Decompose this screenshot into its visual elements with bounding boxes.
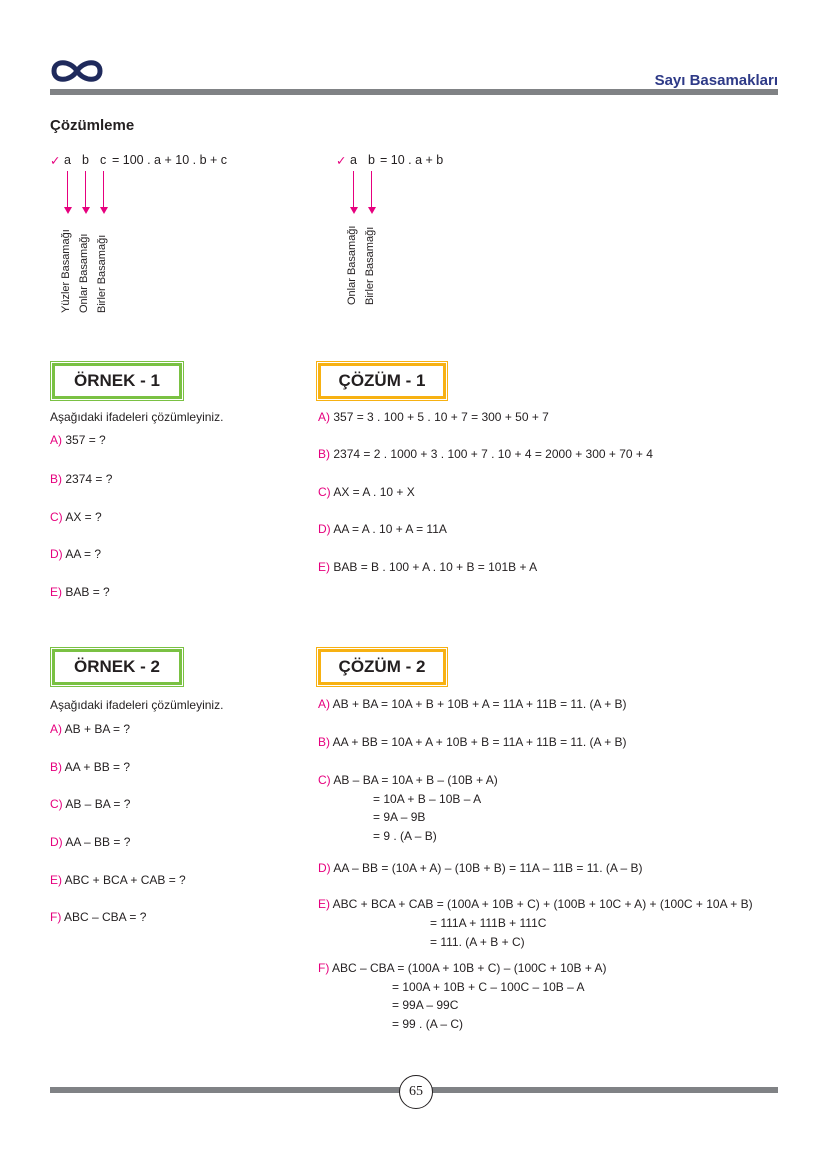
digit-letter-a: a — [64, 153, 71, 167]
ornek-2-item-f: F) ABC – CBA = ? — [50, 910, 147, 924]
ornek-2-title: ÖRNEK - 2 — [52, 649, 182, 685]
cozum-2-item-e: E) ABC + BCA + CAB = (100A + 10B + C) + (100B + 10C + A) + (100C + 10A + B) — [318, 897, 753, 911]
cozum-1-item-d: D) AA = A . 10 + A = 11A — [318, 522, 447, 536]
ornek-1-item-c: C) AX = ? — [50, 510, 102, 524]
cozum-1-title: ÇÖZÜM - 1 — [318, 363, 446, 399]
cozum-2-item-c: C) AB – BA = 10A + B – (10B + A) — [318, 773, 498, 787]
footer-bar-right — [430, 1087, 778, 1093]
arrow-down-icon — [103, 171, 104, 208]
formula-ab-rhs: = 10 . a + b — [380, 153, 444, 167]
check-icon: ✓ — [50, 154, 61, 168]
cozum-1-item-c: C) AX = A . 10 + X — [318, 485, 415, 499]
digit-letter-a: a — [350, 153, 357, 167]
ornek-1-title: ÖRNEK - 1 — [52, 363, 182, 399]
cozum-2-item-d: D) AA – BB = (10A + A) – (10B + B) = 11A – 11B = 11. (A – B) — [318, 861, 643, 875]
label-birler-basamagi: Birler Basamağı — [96, 234, 108, 313]
digit-letter-b: b — [82, 153, 89, 167]
label-onlar-basamagi: Onlar Basamağı — [346, 225, 358, 305]
ornek-1-item-a: A) 357 = ? — [50, 433, 106, 447]
cozum-2-item-c-line: = 9 . (A – B) — [373, 829, 437, 843]
label-birler-basamagi: Birler Basamağı — [364, 226, 376, 305]
formula-abc-rhs: = 100 . a + 10 . b + c — [112, 153, 228, 167]
ornek-1-item-d: D) AA = ? — [50, 547, 102, 561]
ornek-1-item-e: E) BAB = ? — [50, 585, 110, 599]
cozum-1-item-e: E) BAB = B . 100 + A . 10 + B = 101B + A — [318, 560, 538, 574]
formula-ab — [336, 153, 536, 323]
cozum-2-item-a: A) AB + BA = 10A + B + 10B + A = 11A + 11B = 11. (A + B) — [318, 697, 627, 711]
header-title: Sayı Basamakları — [654, 72, 778, 89]
ornek-2-item-e: E) ABC + BCA + CAB = ? — [50, 873, 186, 887]
cozum-1-item-b: B) 2374 = 2 . 1000 + 3 . 100 + 7 . 10 + 4 = 2000 + 300 + 70 + 4 — [318, 447, 653, 461]
section-title-cozumleme: Çözümleme — [50, 117, 135, 134]
ornek-1-item-b: B) 2374 = ? — [50, 472, 113, 486]
cozum-1-item-a: A) 357 = 3 . 100 + 5 . 10 + 7 = 300 + 50 + 7 — [318, 410, 549, 424]
cozum-2-item-f-line: = 100A + 10B + C – 100C – 10B – A — [392, 980, 585, 994]
cozum-2-item-f-line: = 99 . (A – C) — [392, 1017, 464, 1031]
digit-letter-c: c — [100, 153, 107, 167]
infinity-logo-icon — [50, 54, 104, 88]
arrow-down-icon — [353, 171, 354, 208]
cozum-2-item-c-line: = 10A + B – 10B – A — [373, 792, 482, 806]
cozum-2-title: ÇÖZÜM - 2 — [318, 649, 446, 685]
footer-bar-left — [50, 1087, 400, 1093]
check-icon: ✓ — [336, 154, 347, 168]
ornek-2-intro: Aşağıdaki ifadeleri çözümleyiniz. — [50, 698, 224, 712]
cozum-2-item-e-line: = 111A + 111B + 111C — [430, 916, 547, 930]
page-number: 65 — [399, 1075, 433, 1109]
header-bar — [50, 89, 778, 95]
ornek-1-intro: Aşağıdaki ifadeleri çözümleyiniz. — [50, 410, 224, 424]
cozum-2-item-f-line: = 99A – 99C — [392, 998, 459, 1012]
ornek-2-item-d: D) AA – BB = ? — [50, 835, 131, 849]
formula-abc — [50, 153, 310, 323]
arrow-down-icon — [371, 171, 372, 208]
arrow-down-icon — [67, 171, 68, 208]
ornek-2-item-b: B) AA + BB = ? — [50, 760, 131, 774]
digit-letter-b: b — [368, 153, 375, 167]
cozum-2-item-c-line: = 9A – 9B — [373, 810, 426, 824]
cozum-2-item-f: F) ABC – CBA = (100A + 10B + C) – (100C + 10B + A) — [318, 961, 607, 975]
arrow-down-icon — [85, 171, 86, 208]
label-onlar-basamagi: Onlar Basamağı — [78, 233, 90, 313]
ornek-2-item-a: A) AB + BA = ? — [50, 722, 131, 736]
label-yuzler-basamagi: Yüzler Basamağı — [60, 229, 72, 313]
cozum-2-item-e-line: = 111. (A + B + C) — [430, 935, 525, 949]
cozum-2-item-b: B) AA + BB = 10A + A + 10B + B = 11A + 11B = 11. (A + B) — [318, 735, 627, 749]
ornek-2-item-c: C) AB – BA = ? — [50, 797, 131, 811]
